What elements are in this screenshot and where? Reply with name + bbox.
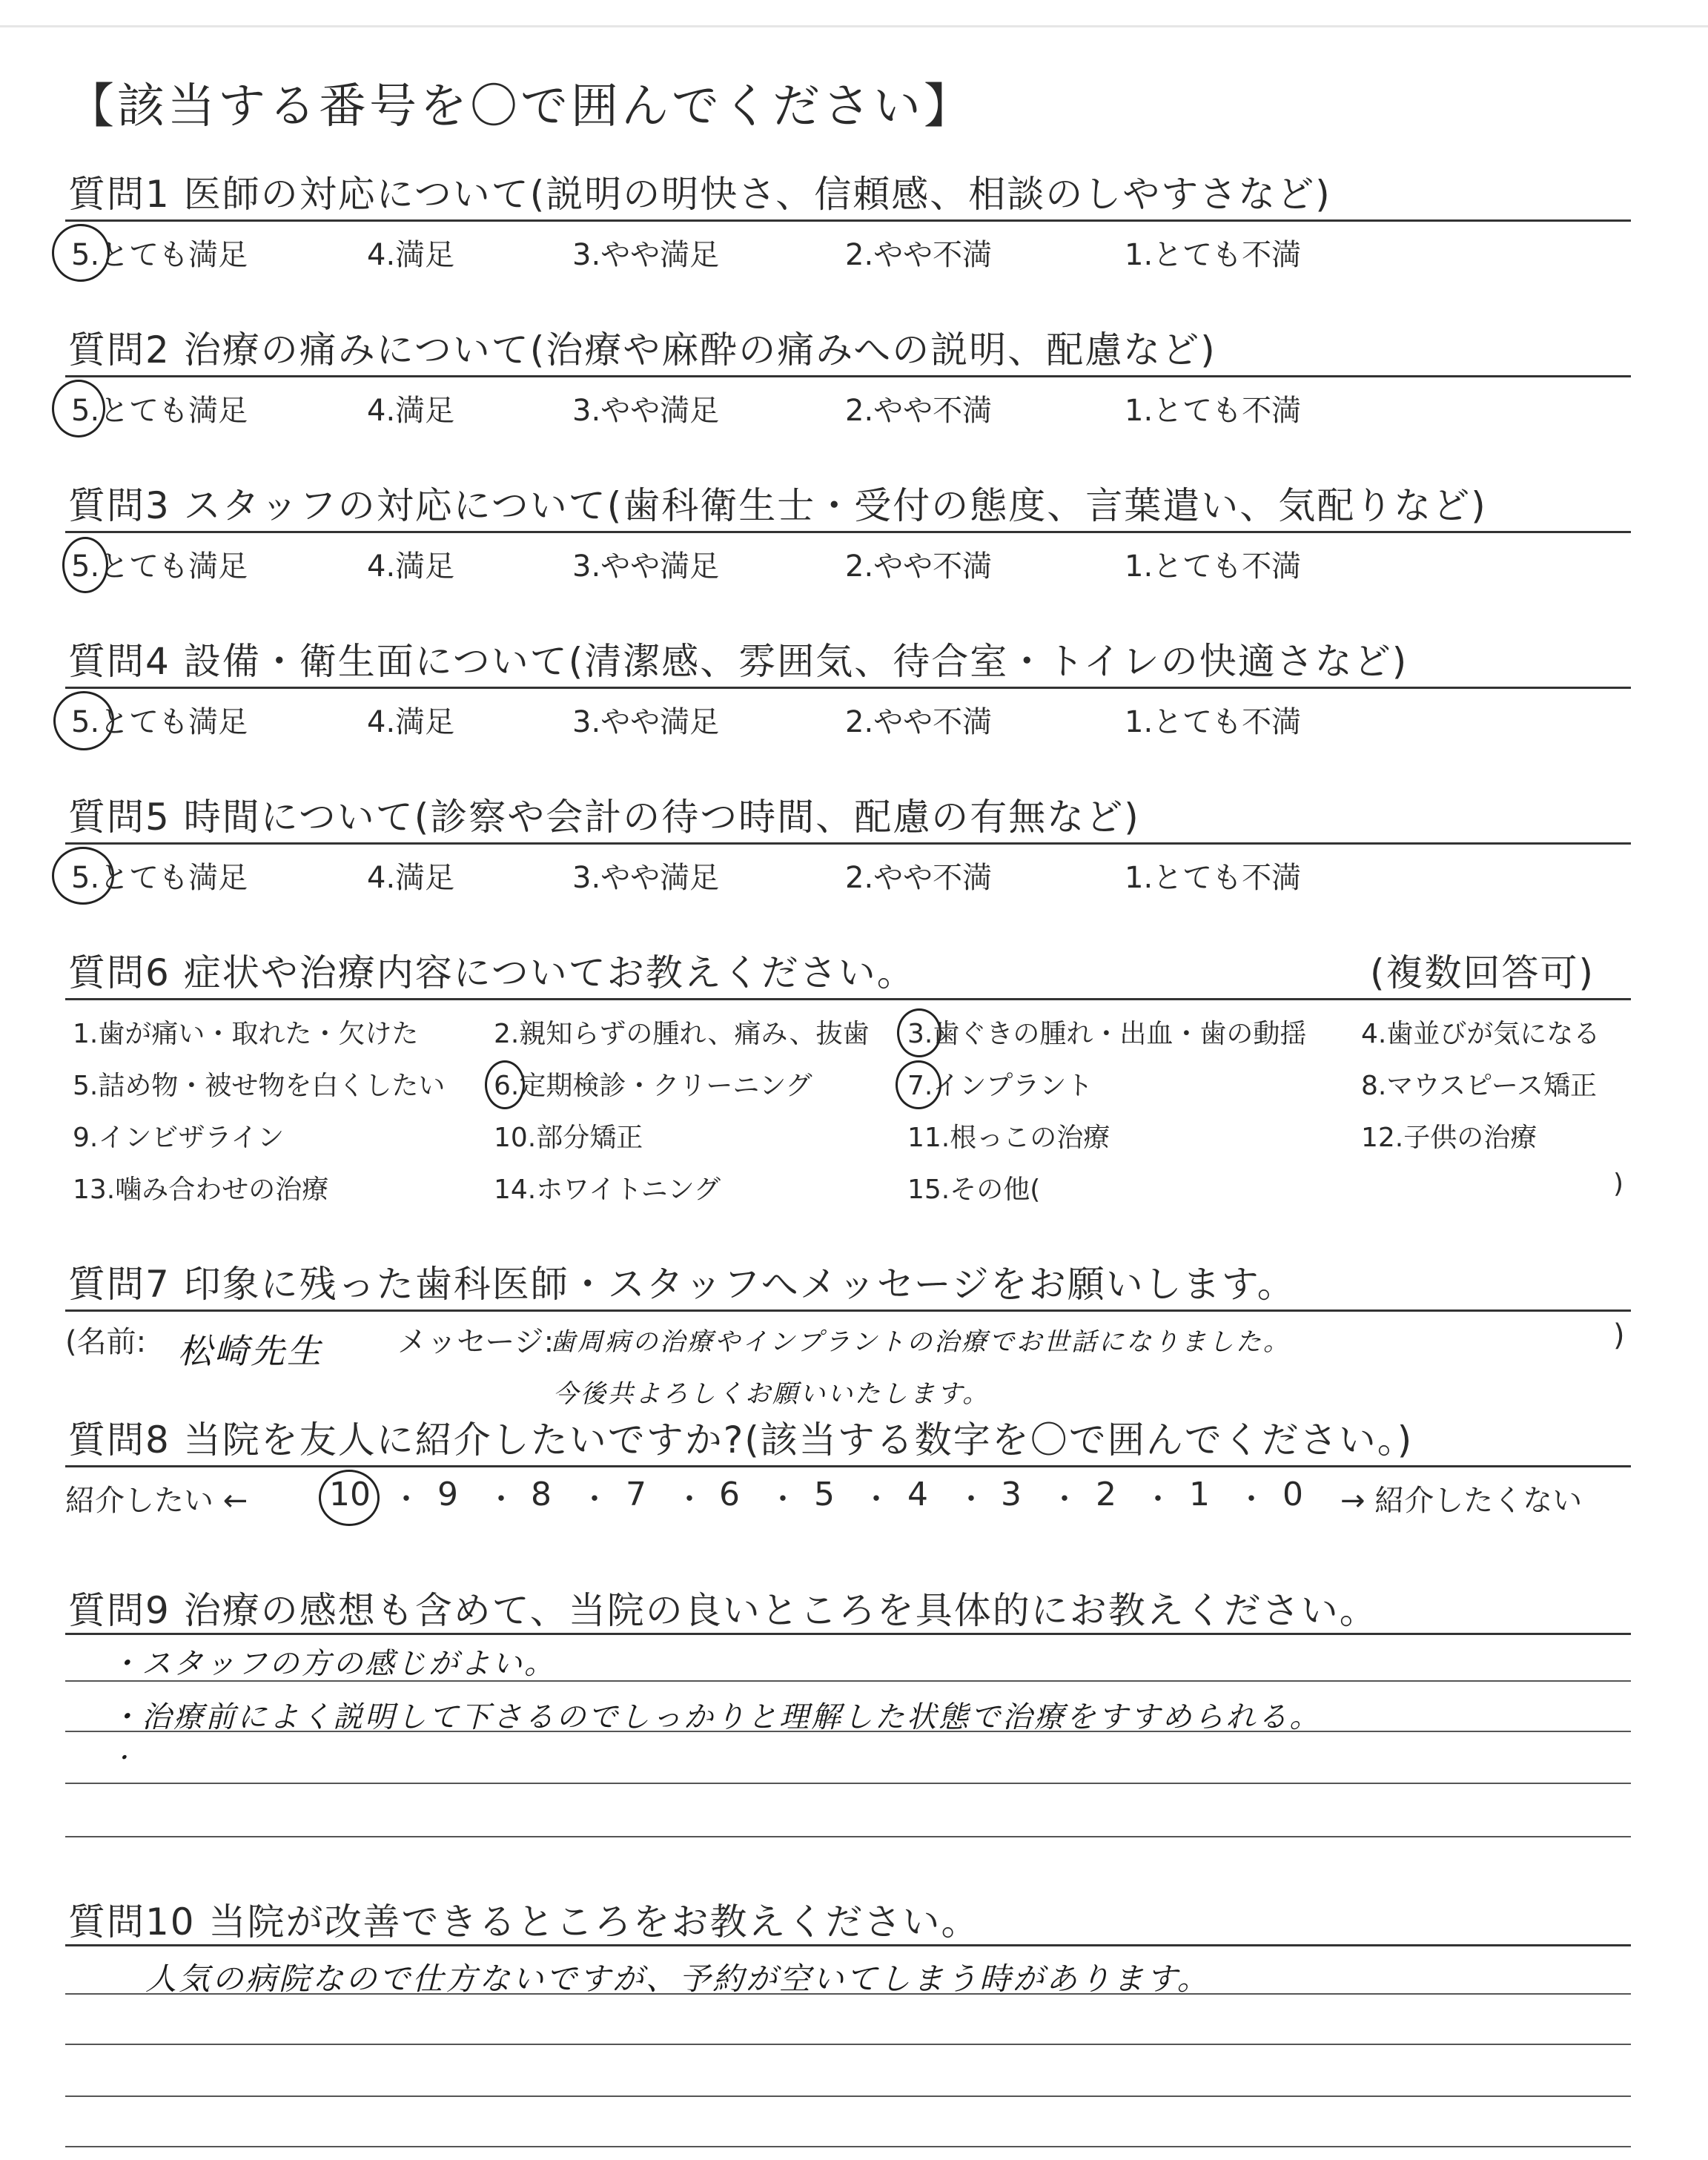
question-5-label: 質問5 時間について(診察や会計の待つ時間、配慮の有無など) <box>68 796 1140 839</box>
question-6-label: 質問6 症状や治療内容についてお教えください。 <box>68 951 916 994</box>
q4-option-1[interactable]: 1.とても不満 <box>1125 705 1302 739</box>
q1-option-2[interactable]: 2.やや不満 <box>845 238 993 272</box>
q5-option-4[interactable]: 4.満足 <box>367 861 455 895</box>
page-top-edge <box>0 0 1708 27</box>
q2-option-1[interactable]: 1.とても不満 <box>1125 394 1302 428</box>
q8-scale-10[interactable]: 10 <box>329 1476 371 1513</box>
selected-circle-q6-7 <box>896 1060 941 1109</box>
q8-scale-0[interactable]: 0 <box>1282 1476 1303 1513</box>
question-1-rule <box>65 219 1631 222</box>
question-5-rule <box>65 842 1631 845</box>
q1-option-5[interactable]: 5.とても満足 <box>71 238 248 272</box>
q7-message-line-2: 今後共よろしくお願いいたします。 <box>553 1379 990 1409</box>
selected-circle-q6-6 <box>485 1060 525 1109</box>
question-8-label: 質問8 当院を友人に紹介したいですか?(該当する数字を〇で囲んでください。) <box>68 1418 1414 1462</box>
q5-option-1[interactable]: 1.とても不満 <box>1125 861 1302 895</box>
q9-answer-line-1: ・スタッフの方の感じがよい。 <box>110 1647 556 1681</box>
q10-line-1 <box>65 1944 1631 1946</box>
question-4-label: 質問4 設備・衛生面について(清潔感、雰囲気、待合室・トイレの快適さなど) <box>68 640 1409 683</box>
q9-answer-line-3: ・ <box>111 1745 136 1771</box>
q3-option-4[interactable]: 4.満足 <box>367 549 455 584</box>
question-6-note: (複数回答可) <box>1370 951 1595 994</box>
q2-option-2[interactable]: 2.やや不満 <box>845 394 993 428</box>
q9-line-5 <box>65 1836 1631 1837</box>
q4-option-3[interactable]: 3.やや満足 <box>572 705 720 739</box>
question-3-label: 質問3 スタッフの対応について(歯科衛生士・受付の態度、言葉遣い、気配りなど) <box>68 484 1487 527</box>
q8-scale-2[interactable]: 2 <box>1096 1476 1116 1513</box>
q2-option-3[interactable]: 3.やや満足 <box>572 394 720 428</box>
question-7-rule <box>65 1309 1631 1312</box>
q7-name-handwritten: 松崎先生 <box>178 1331 323 1371</box>
q8-separator: ・ <box>580 1482 609 1516</box>
q8-scale-3[interactable]: 3 <box>1001 1476 1022 1513</box>
question-2-rule <box>65 375 1631 377</box>
question-7-label: 質問7 印象に残った歯科医師・スタッフへメッセージをお願いします。 <box>68 1263 1296 1306</box>
q6-item-15[interactable]: 15.その他( <box>907 1175 1041 1205</box>
q1-option-4[interactable]: 4.満足 <box>367 238 455 272</box>
q6-item-15-close: ) <box>1613 1169 1624 1199</box>
q8-scale-1[interactable]: 1 <box>1189 1476 1210 1513</box>
q10-answer-line-1: 人気の病院なので仕方ないですが、予約が空いてしまう時があります。 <box>145 1961 1211 1997</box>
question-10-label: 質問10 当院が改善できるところをお教えください。 <box>68 1900 980 1943</box>
q8-scale-7[interactable]: 7 <box>626 1476 646 1513</box>
q3-option-1[interactable]: 1.とても不満 <box>1125 549 1302 584</box>
q6-item-6[interactable]: 6.定期検診・クリーニング <box>494 1071 812 1101</box>
q10-line-5 <box>65 2146 1631 2147</box>
q8-scale-5[interactable]: 5 <box>814 1476 835 1513</box>
q8-separator: ・ <box>768 1482 798 1516</box>
q6-item-2[interactable]: 2.親知らずの腫れ、痛み、抜歯 <box>494 1019 870 1049</box>
q6-item-1[interactable]: 1.歯が痛い・取れた・欠けた <box>73 1019 419 1049</box>
q7-message-label: メッセージ: <box>397 1325 555 1359</box>
q6-item-5[interactable]: 5.詰め物・被せ物を白くしたい <box>73 1071 446 1101</box>
q6-item-8[interactable]: 8.マウスピース矯正 <box>1361 1071 1598 1101</box>
q8-scale-8[interactable]: 8 <box>531 1476 552 1513</box>
q8-separator: ・ <box>956 1482 986 1516</box>
question-1-label: 質問1 医師の対応について(説明の明快さ、信頼感、相談のしやすさなど) <box>68 173 1331 216</box>
q7-message-line-1: 歯周病の治療やインプラントの治療でお世話になりました。 <box>550 1327 1291 1357</box>
q1-option-1[interactable]: 1.とても不満 <box>1125 238 1302 272</box>
q9-line-1 <box>65 1633 1631 1635</box>
q4-option-5[interactable]: 5.とても満足 <box>71 705 248 739</box>
selected-circle-q6-3 <box>897 1008 941 1057</box>
question-6-rule <box>65 998 1631 1000</box>
q8-separator: ・ <box>675 1482 704 1516</box>
q8-separator: ・ <box>1143 1482 1173 1516</box>
question-3-rule <box>65 531 1631 533</box>
q8-separator: ・ <box>1237 1482 1266 1516</box>
q5-option-2[interactable]: 2.やや不満 <box>845 861 993 895</box>
q8-scale-9[interactable]: 9 <box>437 1476 458 1513</box>
question-2-label: 質問2 治療の痛みについて(治療や麻酔の痛みへの説明、配慮など) <box>68 328 1217 371</box>
q7-close-paren: ) <box>1613 1318 1625 1353</box>
question-4-rule <box>65 687 1631 689</box>
q6-item-4[interactable]: 4.歯並びが気になる <box>1361 1019 1601 1049</box>
q1-option-3[interactable]: 3.やや満足 <box>572 238 720 272</box>
q6-item-3[interactable]: 3.歯ぐきの腫れ・出血・歯の動揺 <box>907 1019 1307 1049</box>
q5-option-5[interactable]: 5.とても満足 <box>71 861 248 895</box>
q3-option-2[interactable]: 2.やや不満 <box>845 549 993 584</box>
q9-answer-line-2: ・治療前によく説明して下さるのでしっかりと理解した状態で治療をすすめられる。 <box>110 1700 1322 1734</box>
q6-item-11[interactable]: 11.根っこの治療 <box>907 1123 1110 1153</box>
q8-scale-6[interactable]: 6 <box>719 1476 740 1513</box>
q6-item-14[interactable]: 14.ホワイトニング <box>494 1175 721 1205</box>
question-9-label: 質問9 治療の感想も含めて、当院の良いところを具体的にお教えください。 <box>68 1589 1378 1632</box>
q10-line-3 <box>65 2044 1631 2045</box>
q8-right-label: → 紹介したくない <box>1340 1484 1583 1518</box>
q8-separator: ・ <box>861 1482 891 1516</box>
q7-name-label: (名前: <box>65 1325 147 1359</box>
q6-item-9[interactable]: 9.インビザライン <box>73 1123 285 1153</box>
q3-option-3[interactable]: 3.やや満足 <box>572 549 720 584</box>
q8-left-label: 紹介したい ← <box>65 1484 248 1518</box>
q2-option-5[interactable]: 5.とても満足 <box>71 394 248 428</box>
q8-separator: ・ <box>391 1482 421 1516</box>
q9-line-4 <box>65 1783 1631 1784</box>
q6-item-7[interactable]: 7.インプラント <box>907 1071 1093 1101</box>
q4-option-2[interactable]: 2.やや不満 <box>845 705 993 739</box>
q3-option-5[interactable]: 5.とても満足 <box>71 549 248 584</box>
q6-item-10[interactable]: 10.部分矯正 <box>494 1123 643 1153</box>
q10-line-4 <box>65 2095 1631 2097</box>
q6-item-12[interactable]: 12.子供の治療 <box>1361 1123 1537 1153</box>
form-title: 【該当する番号を〇で囲んでください】 <box>67 79 974 134</box>
q6-item-13[interactable]: 13.噛み合わせの治療 <box>73 1175 329 1205</box>
question-8-rule <box>65 1465 1631 1467</box>
q8-separator: ・ <box>1050 1482 1079 1516</box>
q4-option-4[interactable]: 4.満足 <box>367 705 455 739</box>
q2-option-4[interactable]: 4.満足 <box>367 394 455 428</box>
q8-separator: ・ <box>486 1482 516 1516</box>
q5-option-3[interactable]: 3.やや満足 <box>572 861 720 895</box>
q8-scale-4[interactable]: 4 <box>907 1476 928 1513</box>
